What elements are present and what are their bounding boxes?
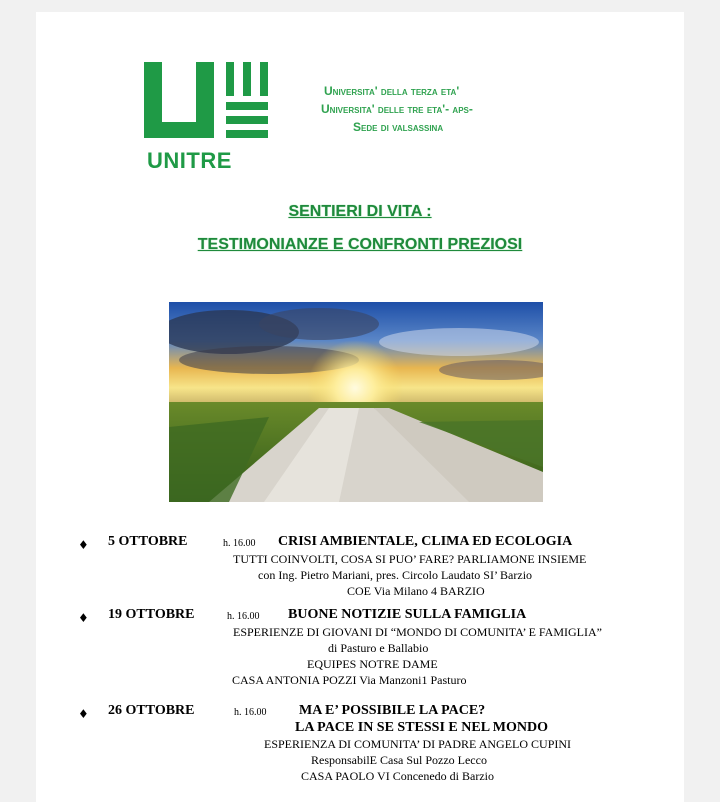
event-line: con Ing. Pietro Mariani, pres. Circolo Laudato SI’ Barzio [258,568,533,582]
event-title: BUONE NOTIZIE SULLA FAMIGLIA [288,607,527,622]
event-date: 5 OTTOBRE [108,534,188,549]
event-time: h. 16.00 [227,611,260,622]
heading-line-2: TESTIMONIANZE E CONFRONTI PREZIOSI [197,236,523,253]
bullet-icon: ♦ [78,611,89,625]
event-title: CRISI AMBIENTALE, CLIMA ED ECOLOGIA [278,534,573,549]
event-line: CASA PAOLO VI Concenedo di Barzio [301,769,494,783]
institution-line-2: Universita' delle tre eta'- aps- [321,102,473,116]
event-line: TUTTI COINVOLTI, COSA SI PUO’ FARE? PARLIAMONE INSIEME [233,552,587,566]
logo-bars-mark [226,62,268,138]
event-line: ESPERIENZE DI GIOVANI DI “MONDO DI COMUNITA’ E FAMIGLIA” [233,625,602,639]
event-line: CASA ANTONIA POZZI Via Manzoni1 Pasturo [232,673,467,687]
logo-wordmark: UNITRE [147,148,232,173]
crossroads-photo [169,302,543,502]
event-title: MA E’ POSSIBILE LA PACE? [299,703,486,718]
event-date: 26 OTTOBRE [108,703,195,718]
event-line: EQUIPES NOTRE DAME [307,657,438,671]
event-date: 19 OTTOBRE [108,607,195,622]
bullet-icon: ♦ [78,538,89,552]
event-line: di Pasturo e Ballabio [328,641,429,655]
event-subtitle: LA PACE IN SE STESSI E NEL MONDO [295,720,548,735]
institution-line-3: Sede di valsassina [353,120,444,134]
event-time: h. 16.00 [223,538,256,549]
logo-u-mark [144,62,214,138]
heading-line-1: SENTIERI DI VITA : [288,203,432,220]
institution-block [321,82,473,136]
flyer-page [36,12,684,802]
event-time: h. 16.00 [234,707,267,718]
event-line: ResponsabilE Casa Sul Pozzo Lecco [311,753,487,767]
institution-line-1: Universita' della terza eta' [324,84,460,98]
bullet-icon: ♦ [78,707,89,721]
event-line: COE Via Milano 4 BARZIO [347,584,485,598]
event-line: ESPERIENZA DI COMUNITA’ DI PADRE ANGELO CUPINI [264,737,572,751]
unitre-logo [144,62,269,174]
